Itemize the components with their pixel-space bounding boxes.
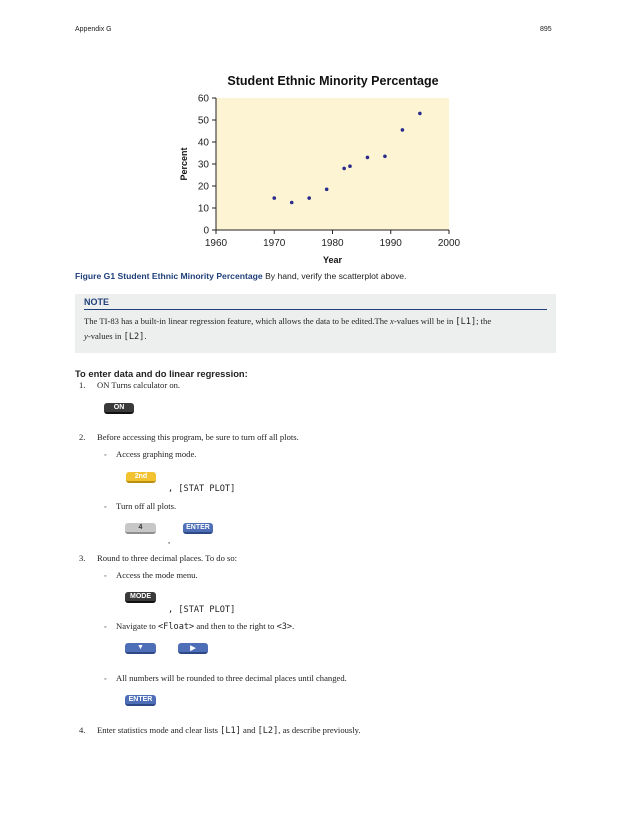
y-tick-label: 0 bbox=[203, 225, 209, 237]
code-three: <3> bbox=[276, 622, 293, 632]
right-arrow-key-button[interactable]: ▶ bbox=[178, 643, 208, 654]
step-text: Enter statistics mode and clear lists bbox=[97, 725, 221, 735]
step-number: 4. bbox=[79, 725, 86, 735]
plot-area bbox=[216, 98, 449, 230]
data-point bbox=[290, 201, 294, 205]
code-l1: [L1] bbox=[220, 726, 241, 736]
bullet-icon: ◦ bbox=[104, 623, 107, 631]
step-2a bbox=[104, 449, 196, 459]
stat-plot-text bbox=[168, 604, 235, 615]
note-text: . bbox=[144, 331, 147, 341]
note-title: NOTE bbox=[84, 297, 547, 310]
data-point bbox=[272, 196, 276, 200]
figure-caption-text: By hand, verify the scatterplot above. bbox=[265, 271, 407, 281]
step-2b bbox=[104, 501, 176, 511]
note-italic-y: y bbox=[84, 331, 88, 341]
note-text: -values will be in bbox=[393, 316, 456, 326]
step-number: 3. bbox=[79, 553, 86, 563]
bullet-text: Turn off all plots. bbox=[116, 501, 177, 511]
bullet-icon: ◦ bbox=[104, 451, 107, 459]
y-tick-label: 60 bbox=[197, 93, 209, 105]
bullet-text: Access graphing mode. bbox=[116, 449, 197, 459]
enter-key-button[interactable]: ENTER bbox=[125, 695, 156, 706]
x-tick-label: 1980 bbox=[321, 238, 344, 249]
step-3b bbox=[104, 621, 294, 632]
y-tick-label: 40 bbox=[197, 137, 209, 149]
down-arrow-key-button[interactable]: ▼ bbox=[125, 643, 156, 654]
note-italic-x: x bbox=[390, 316, 394, 326]
x-tick-label: 2000 bbox=[437, 238, 460, 249]
enter-key-button[interactable]: ENTER bbox=[183, 523, 213, 534]
mode-key-button[interactable]: MODE bbox=[125, 592, 156, 603]
step-text: , as describe previously. bbox=[278, 725, 361, 735]
stat-plot-label: , [STAT PLOT] bbox=[168, 605, 236, 615]
chart-title: Student Ethnic Minority Percentage bbox=[227, 74, 439, 88]
note-text: -values in bbox=[87, 331, 124, 341]
step-3a bbox=[104, 570, 198, 580]
bullet-text: All numbers will be rounded to three decimal places until changed. bbox=[116, 673, 347, 683]
section-title: To enter data and do linear regression: bbox=[75, 368, 248, 379]
data-point bbox=[418, 112, 422, 116]
step-text: Before accessing this program, be sure to turn off all plots. bbox=[97, 432, 299, 442]
figure-label: Figure G1 Student Ethnic Minority Percentage bbox=[75, 271, 263, 281]
y-tick-label: 50 bbox=[197, 115, 209, 127]
bullet-icon: ◦ bbox=[104, 675, 107, 683]
data-point bbox=[342, 167, 346, 171]
bullet-icon: ◦ bbox=[104, 572, 107, 580]
stat-plot-text bbox=[168, 483, 235, 494]
data-point bbox=[366, 156, 370, 160]
x-tick-label: 1990 bbox=[379, 238, 402, 249]
four-key-button[interactable]: 4 bbox=[125, 523, 156, 534]
note-text: The TI-83 has a built-in linear regression feature, which allows the data to be edited.The bbox=[84, 316, 391, 326]
note-body bbox=[84, 314, 547, 344]
x-tick-label: 1970 bbox=[263, 238, 286, 249]
data-point bbox=[348, 164, 352, 168]
bullet-text: and then to the right to bbox=[194, 621, 277, 631]
bullet-text: Access the mode menu. bbox=[116, 570, 198, 580]
y-tick-label: 10 bbox=[197, 203, 209, 215]
step-2 bbox=[79, 432, 299, 442]
step-3c bbox=[104, 673, 347, 683]
on-key-button[interactable]: ON bbox=[104, 403, 134, 414]
y-axis-label: Percent bbox=[179, 147, 189, 181]
bullet-icon: ◦ bbox=[104, 503, 107, 511]
x-tick-label: 1960 bbox=[204, 238, 228, 249]
second-key-button[interactable]: 2nd bbox=[126, 472, 156, 483]
code-float: <Float> bbox=[158, 622, 195, 632]
step-text: ON Turns calculator on. bbox=[97, 380, 181, 390]
step-text: Round to three decimal places. To do so: bbox=[97, 553, 238, 563]
step-4 bbox=[79, 725, 361, 736]
step-number: 2. bbox=[79, 432, 86, 442]
step-number: 1. bbox=[79, 380, 86, 390]
stat-plot-label: , [STAT PLOT] bbox=[168, 484, 236, 494]
x-axis-label: Year bbox=[322, 255, 343, 265]
step-3 bbox=[79, 553, 237, 563]
page-number: 895 bbox=[540, 26, 552, 33]
y-tick-label: 30 bbox=[197, 159, 209, 171]
bullet-text: Navigate to bbox=[116, 621, 158, 631]
code-l2: [L2] bbox=[123, 332, 145, 342]
data-point bbox=[383, 155, 387, 159]
data-point bbox=[325, 188, 329, 192]
page-header-left: Appendix G bbox=[75, 26, 112, 33]
step-text: and bbox=[240, 725, 258, 735]
code-l2: [L2] bbox=[257, 726, 279, 736]
comma-text: , bbox=[168, 535, 171, 545]
y-tick-label: 20 bbox=[197, 181, 209, 193]
note-text: ; the bbox=[476, 316, 492, 326]
data-point bbox=[401, 128, 405, 132]
figure-caption bbox=[75, 271, 406, 281]
step-1 bbox=[79, 380, 180, 390]
scatter-chart bbox=[170, 70, 460, 266]
data-point bbox=[307, 196, 311, 200]
note-box bbox=[75, 294, 556, 353]
code-l1: [L1] bbox=[455, 317, 477, 327]
bullet-text: . bbox=[292, 621, 295, 631]
